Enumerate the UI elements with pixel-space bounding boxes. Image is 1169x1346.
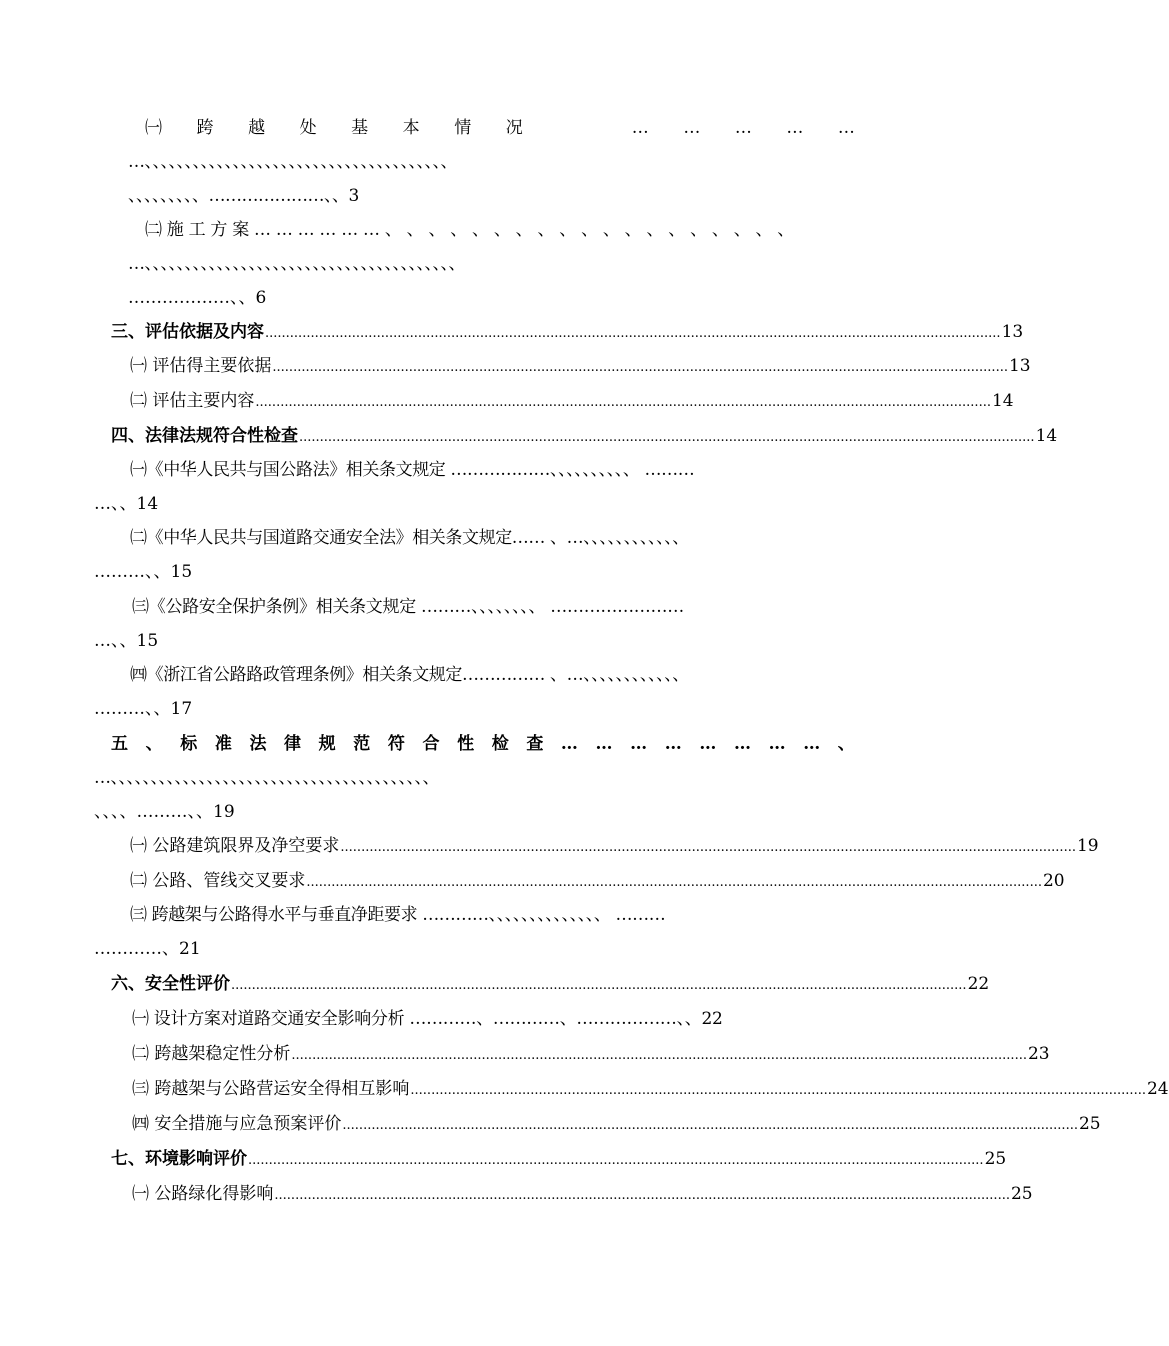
toc-char: 检 (491, 734, 509, 754)
toc-dot-leader: .................................................................................................................................................................................. (231, 978, 967, 993)
toc-continuation: 、、、、、、、、、…………………、、3 (128, 186, 359, 206)
toc-entry-title: ㈡ 跨越架稳定性分析 (132, 1044, 291, 1064)
toc-continuation: …、、、、、、、、、、、、、、、、、、、、、、、、、、、、、、、、、、、、、、、 (128, 254, 465, 274)
toc-entry-section-4[interactable] (111, 425, 1058, 449)
toc-char: 五 (111, 734, 128, 754)
toc-dot-leader: .................................................................................................................................................................................. (291, 1048, 1027, 1063)
toc-dot-leader: .................................................................................................................................................................................. (272, 360, 1008, 375)
toc-entry-construction-plan[interactable]: ㈡ 施 工 方 案 … … … … … … 、 、 、 、 、 、 、 、 、 、 、 、 、 、 、 、 、 、 、 (145, 220, 795, 240)
toc-page-number: 25 (1078, 1114, 1101, 1134)
toc-entry-section-4-3[interactable]: ㈢《公路安全保护条例》相关条文规定 ………、、、、、、、、 …………………… (132, 597, 684, 617)
toc-page-number: 25 (984, 1149, 1007, 1169)
toc-entry-section-6[interactable] (111, 973, 990, 997)
toc-page-number: 20 (1042, 871, 1065, 891)
toc-entry-section-5[interactable] (111, 733, 855, 755)
toc-char: 范 (353, 734, 371, 754)
toc-entry-section-6-1[interactable]: ㈠ 设计方案对道路交通安全影响分析 …………、…………、………………、、22 (132, 1009, 723, 1029)
toc-dot-leader: .................................................................................................................................................................................. (265, 326, 1001, 341)
toc-entry-title: 三、评估依据及内容 (111, 322, 264, 342)
toc-char: 标 (180, 734, 198, 754)
toc-char: 性 (457, 734, 475, 754)
toc-entry-section-3-1[interactable] (130, 355, 1031, 379)
toc-char: 基 (351, 118, 369, 138)
toc-char: 况 (505, 118, 523, 138)
toc-entry-crossing-basics[interactable] (145, 117, 855, 139)
toc-continuation: ………、、15 (94, 562, 193, 582)
toc-continuation: …………、21 (94, 939, 201, 959)
toc-entry-section-4-1[interactable]: ㈠《中华人民共与国公路法》相关条文规定 ………………、、、、、、、、、、 ……… (130, 460, 695, 480)
toc-page-number: 25 (1010, 1184, 1033, 1204)
toc-leader: … (699, 734, 717, 754)
toc-continuation: …、、、、、、、、、、、、、、、、、、、、、、、、、、、、、、、、、、、、、、 (128, 152, 457, 172)
toc-leader: … (595, 734, 613, 754)
toc-char: 符 (387, 734, 405, 754)
toc-continuation: …、、14 (94, 494, 159, 514)
toc-dot-leader: .................................................................................................................................................................................. (255, 395, 991, 410)
toc-entry-section-4-2[interactable]: ㈡《中华人民共与国道路交通安全法》相关条文规定…… 、…、、、、、、、、、、、、 (130, 528, 689, 548)
toc-dot-leader: .................................................................................................................................................................................. (306, 875, 1042, 890)
toc-dot-leader: .................................................................................................................................................................................. (274, 1188, 1010, 1203)
toc-char: 法 (249, 734, 267, 754)
toc-page-number: 13 (1008, 356, 1031, 376)
toc-dot-leader: .................................................................................................................................................................................. (248, 1153, 984, 1168)
toc-char: 、 (145, 734, 163, 754)
toc-entry-section-5-1[interactable] (130, 835, 1099, 859)
toc-leader: … (664, 734, 682, 754)
toc-continuation: …、、、、、、、、、、、、、、、、、、、、、、、、、、、、、、、、、、、、、、、、 (94, 768, 439, 788)
toc-entry-title: ㈣ 安全措施与应急预案评价 (132, 1114, 342, 1134)
toc-entry-title: ㈡ 评估主要内容 (130, 391, 255, 411)
toc-entry-title: ㈠ 公路建筑限界及净空要求 (130, 836, 340, 856)
toc-leader: … (560, 734, 578, 754)
toc-entry-section-6-2[interactable] (132, 1043, 1050, 1067)
toc-entry-section-5-2[interactable] (130, 870, 1065, 894)
toc-char: 情 (454, 118, 472, 138)
toc-page-number: 24 (1146, 1079, 1169, 1099)
toc-leader: … (733, 734, 751, 754)
toc-marker: ㈠ (145, 118, 162, 138)
toc-page-number: 14 (1035, 426, 1058, 446)
toc-entry-section-6-4[interactable] (132, 1113, 1101, 1137)
toc-entry-title: 六、安全性评价 (111, 974, 230, 994)
toc-dot-leader: .................................................................................................................................................................................. (299, 430, 1035, 445)
toc-page-number: 23 (1027, 1044, 1050, 1064)
toc-leader: … (786, 118, 804, 138)
toc-dot-leader: .................................................................................................................................................................................. (342, 1118, 1078, 1133)
toc-char: 准 (214, 734, 232, 754)
toc-leader: … (630, 734, 648, 754)
toc-entry-section-3-2[interactable] (130, 390, 1014, 414)
toc-leader: … (768, 734, 786, 754)
toc-char: 合 (422, 734, 440, 754)
toc-leader: … (803, 734, 821, 754)
toc-char: 律 (284, 734, 302, 754)
toc-entry-title: 四、法律法规符合性检查 (111, 426, 298, 446)
toc-entry-title: ㈡ 公路、管线交叉要求 (130, 871, 306, 891)
toc-leader: … (683, 118, 701, 138)
toc-char: 本 (402, 118, 420, 138)
toc-continuation: …、、15 (94, 631, 159, 651)
toc-entry-section-5-3[interactable]: ㈢ 跨越架与公路得水平与垂直净距要求 …………、、、、、、、、、、、、、、 ……… (130, 905, 666, 925)
toc-entry-title: ㈠ 评估得主要依据 (130, 356, 272, 376)
toc-char: 处 (299, 118, 317, 138)
toc-page-number: 14 (991, 391, 1014, 411)
toc-leader: … (837, 118, 855, 138)
toc-char: 规 (318, 734, 336, 754)
toc-leader: … (734, 118, 752, 138)
toc-entry-section-6-3[interactable] (132, 1078, 1169, 1102)
toc-entry-title: ㈠ 公路绿化得影响 (132, 1184, 274, 1204)
toc-page-number: 22 (967, 974, 990, 994)
toc-dot-leader: .................................................................................................................................................................................. (340, 840, 1076, 855)
toc-char: 越 (248, 118, 266, 138)
toc-entry-section-3[interactable] (111, 321, 1024, 345)
toc-entry-section-4-4[interactable]: ㈣《浙江省公路路政管理条例》相关条文规定…………… 、…、、、、、、、、、、、、 (130, 665, 689, 685)
toc-leader: 、 (837, 734, 855, 754)
toc-dot-leader: .................................................................................................................................................................................. (410, 1083, 1146, 1098)
toc-continuation: ………………、、6 (128, 288, 267, 308)
toc-page-number: 19 (1076, 836, 1099, 856)
toc-entry-title: 七、环境影响评价 (111, 1149, 247, 1169)
toc-char: 查 (526, 734, 544, 754)
toc-continuation: ………、、17 (94, 699, 193, 719)
toc-continuation: 、、、、………、、19 (94, 802, 235, 822)
toc-leader: … (631, 118, 649, 138)
toc-entry-section-7[interactable] (111, 1148, 1007, 1172)
toc-page-number: 13 (1001, 322, 1024, 342)
toc-entry-title: ㈢ 跨越架与公路营运安全得相互影响 (132, 1079, 410, 1099)
toc-entry-section-7-1[interactable] (132, 1183, 1033, 1207)
toc-char: 跨 (196, 118, 214, 138)
